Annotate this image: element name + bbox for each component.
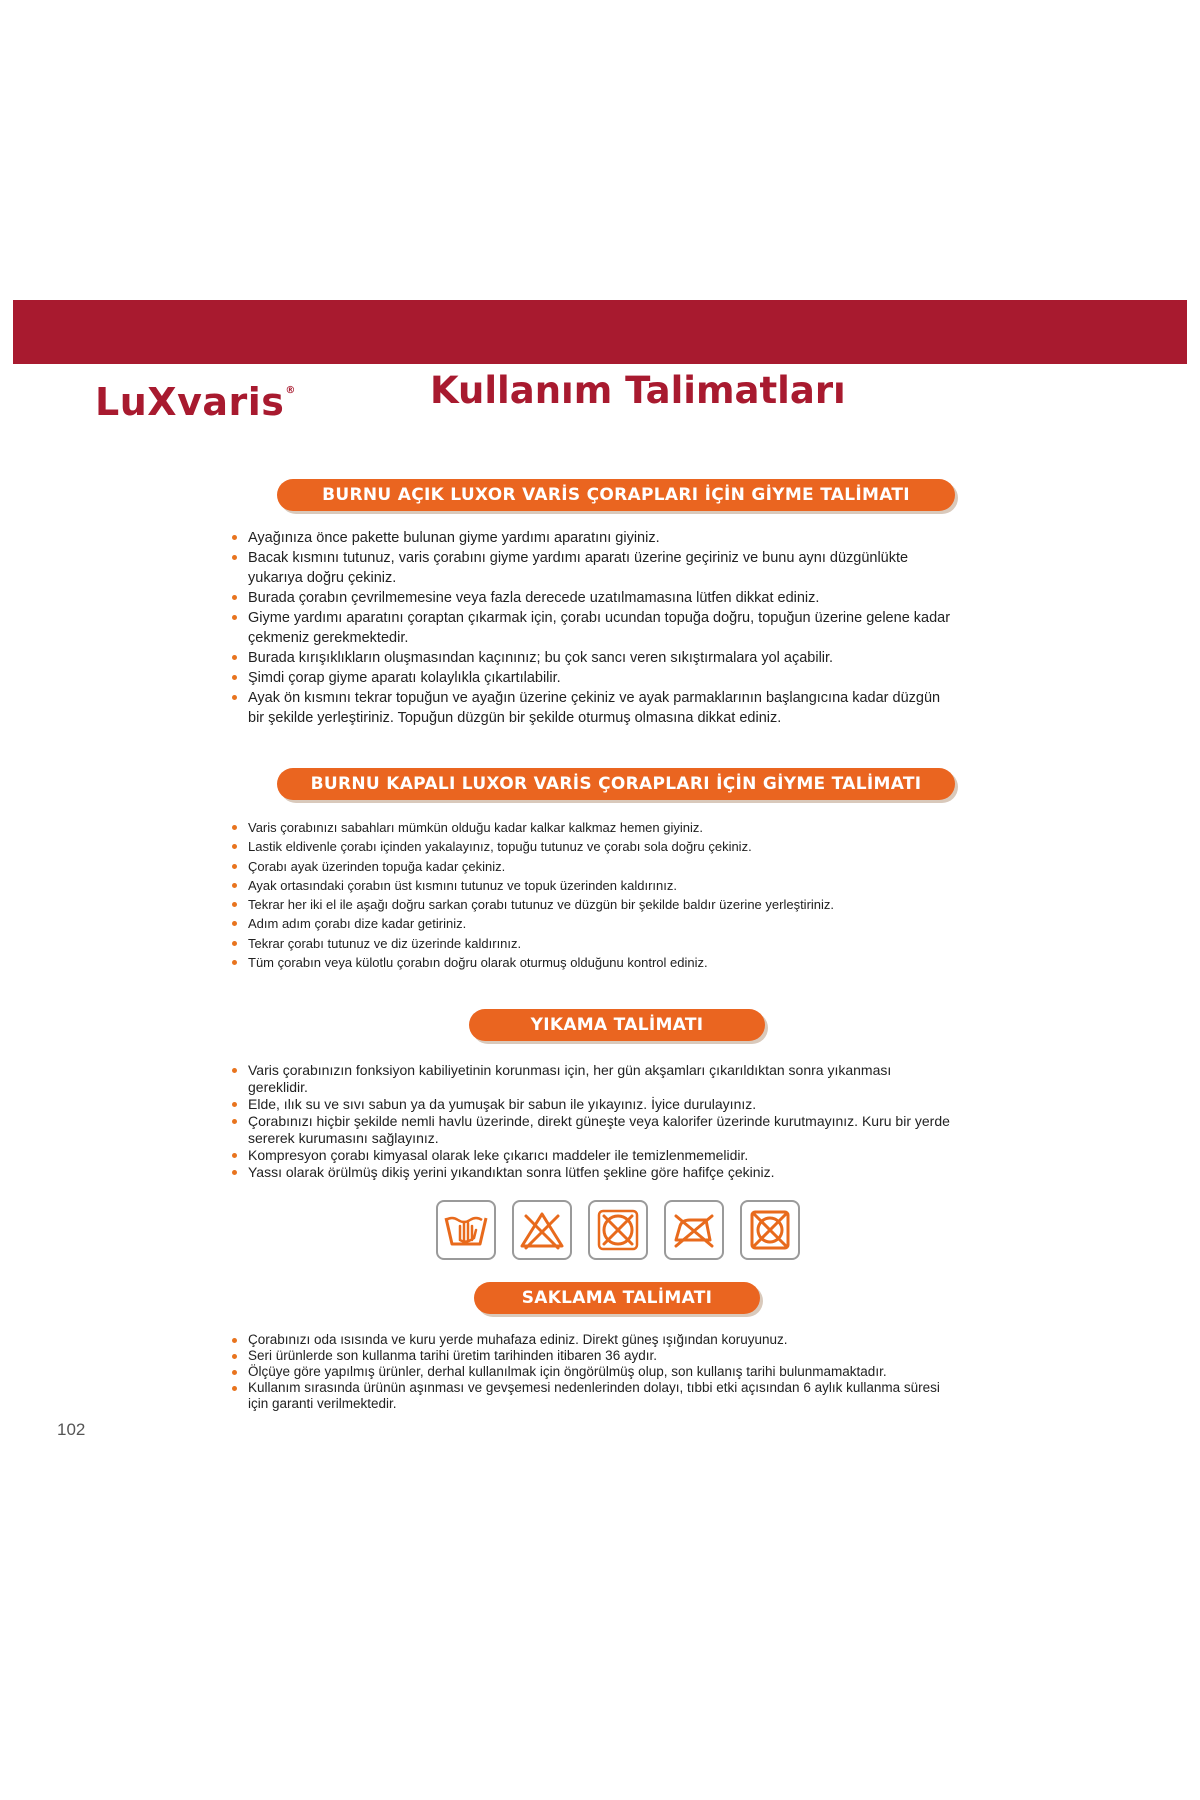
list-item: Tekrar çorabı tutunuz ve diz üzerinde kaldırınız. bbox=[232, 934, 952, 953]
header-band bbox=[13, 300, 1187, 364]
list-item: Çorabı ayak üzerinden topuğa kadar çekiniz. bbox=[232, 857, 952, 876]
list-item: Ölçüye göre yapılmış ürünler, derhal kullanılmak için öngörülmüş olup, son kullanış tarihi bulunmamaktadır. bbox=[232, 1364, 952, 1380]
list-item: Giyme yardımı aparatını çoraptan çıkarmak için, çorabı ucundan topuğa doğru, topuğun üzerine gelene kadar çekmeniz gerekmektedir. bbox=[232, 608, 952, 648]
list-item: Adım adım çorabı dize kadar getiriniz. bbox=[232, 914, 952, 933]
section-heading-washing: YIKAMA TALİMATI bbox=[469, 1009, 765, 1041]
storage-instructions-list bbox=[232, 1332, 952, 1412]
list-item: Kompresyon çorabı kimyasal olarak leke çıkarıcı maddeler ile temizlenmemelidir. bbox=[232, 1147, 952, 1164]
list-item: Çorabınızı oda ısısında ve kuru yerde muhafaza ediniz. Direkt güneş ışığından koruyunuz. bbox=[232, 1332, 952, 1348]
list-item: Kullanım sırasında ürünün aşınması ve gevşemesi nedenlerinden dolayı, tıbbi etki açısından 6 aylık kullanma süresi için garanti verilmektedir. bbox=[232, 1380, 952, 1412]
page-title: Kullanım Talimatları bbox=[430, 369, 846, 412]
list-item: Yassı olarak örülmüş dikiş yerini yıkandıktan sonra lütfen şekline göre hafifçe çekiniz. bbox=[232, 1164, 952, 1181]
list-item: Tekrar her iki el ile aşağı doğru sarkan çorabı tutunuz ve düzgün bir şekilde baldır üzerine yerleştiriniz. bbox=[232, 895, 952, 914]
section-heading-storage: SAKLAMA TALİMATI bbox=[474, 1282, 760, 1314]
list-item: Varis çorabınızı sabahları mümkün olduğu kadar kalkar kalkmaz hemen giyiniz. bbox=[232, 818, 952, 837]
list-item: Tüm çorabın veya külotlu çorabın doğru olarak oturmuş olduğunu kontrol ediniz. bbox=[232, 953, 952, 972]
page-number: 102 bbox=[57, 1420, 86, 1439]
hand-wash-icon bbox=[436, 1200, 496, 1260]
do-not-tumble-dry-icon bbox=[588, 1200, 648, 1260]
list-item: Şimdi çorap giyme aparatı kolaylıkla çıkartılabilir. bbox=[232, 668, 952, 688]
section-heading-closed-toe: BURNU KAPALI LUXOR VARİS ÇORAPLARI İÇİN GİYME TALİMATI bbox=[277, 768, 955, 800]
section-heading-open-toe: BURNU AÇIK LUXOR VARİS ÇORAPLARI İÇİN GİYME TALİMATI bbox=[277, 479, 955, 511]
list-item: Lastik eldivenle çorabı içinden yakalayınız, topuğu tutunuz ve çorabı sola doğru çekiniz. bbox=[232, 837, 952, 856]
list-item: Varis çorabınızın fonksiyon kabiliyetinin korunması için, her gün akşamları çıkarıldıktan sonra yıkanması gereklidir. bbox=[232, 1062, 952, 1096]
washing-instructions-list bbox=[232, 1062, 952, 1181]
list-item: Ayağınıza önce pakette bulunan giyme yardımı aparatını giyiniz. bbox=[232, 528, 952, 548]
list-item: Bacak kısmını tutunuz, varis çorabını giyme yardımı aparatı üzerine geçiriniz ve bunu aynı düzgünlükte yukarıya doğru çekiniz. bbox=[232, 548, 952, 588]
list-item: Burada kırışıklıkların oluşmasından kaçınınız; bu çok sancı veren sıkıştırmalara yol açabilir. bbox=[232, 648, 952, 668]
list-item: Ayak ön kısmını tekrar topuğun ve ayağın üzerine çekiniz ve ayak parmaklarının başlangıcına kadar düzgün bir şekilde yerleştiriniz. Topuğun düzgün bir şekilde oturmuş olmasına dikkat ediniz. bbox=[232, 688, 952, 728]
list-item: Çorabınızı hiçbir şekilde nemli havlu üzerinde, direkt güneşte veya kalorifer üzerinde kurutmayınız. Kuru bir yerde sererek kurumasını sağlayınız. bbox=[232, 1113, 952, 1147]
brand-name: LuXvaris bbox=[95, 380, 285, 424]
closed-toe-instructions-list bbox=[232, 818, 952, 972]
brand-logo bbox=[95, 366, 296, 424]
do-not-bleach-icon bbox=[512, 1200, 572, 1260]
list-item: Elde, ılık su ve sıvı sabun ya da yumuşak bir sabun ile yıkayınız. İyice durulayınız. bbox=[232, 1096, 952, 1113]
do-not-dry-clean-icon bbox=[740, 1200, 800, 1260]
care-symbols bbox=[436, 1200, 800, 1264]
do-not-iron-icon bbox=[664, 1200, 724, 1260]
open-toe-instructions-list bbox=[232, 528, 952, 728]
registered-mark: ® bbox=[285, 385, 296, 396]
list-item: Seri ürünlerde son kullanma tarihi üretim tarihinden itibaren 36 aydır. bbox=[232, 1348, 952, 1364]
list-item: Burada çorabın çevrilmemesine veya fazla derecede uzatılmamasına lütfen dikkat ediniz. bbox=[232, 588, 952, 608]
list-item: Ayak ortasındaki çorabın üst kısmını tutunuz ve topuk üzerinden kaldırınız. bbox=[232, 876, 952, 895]
